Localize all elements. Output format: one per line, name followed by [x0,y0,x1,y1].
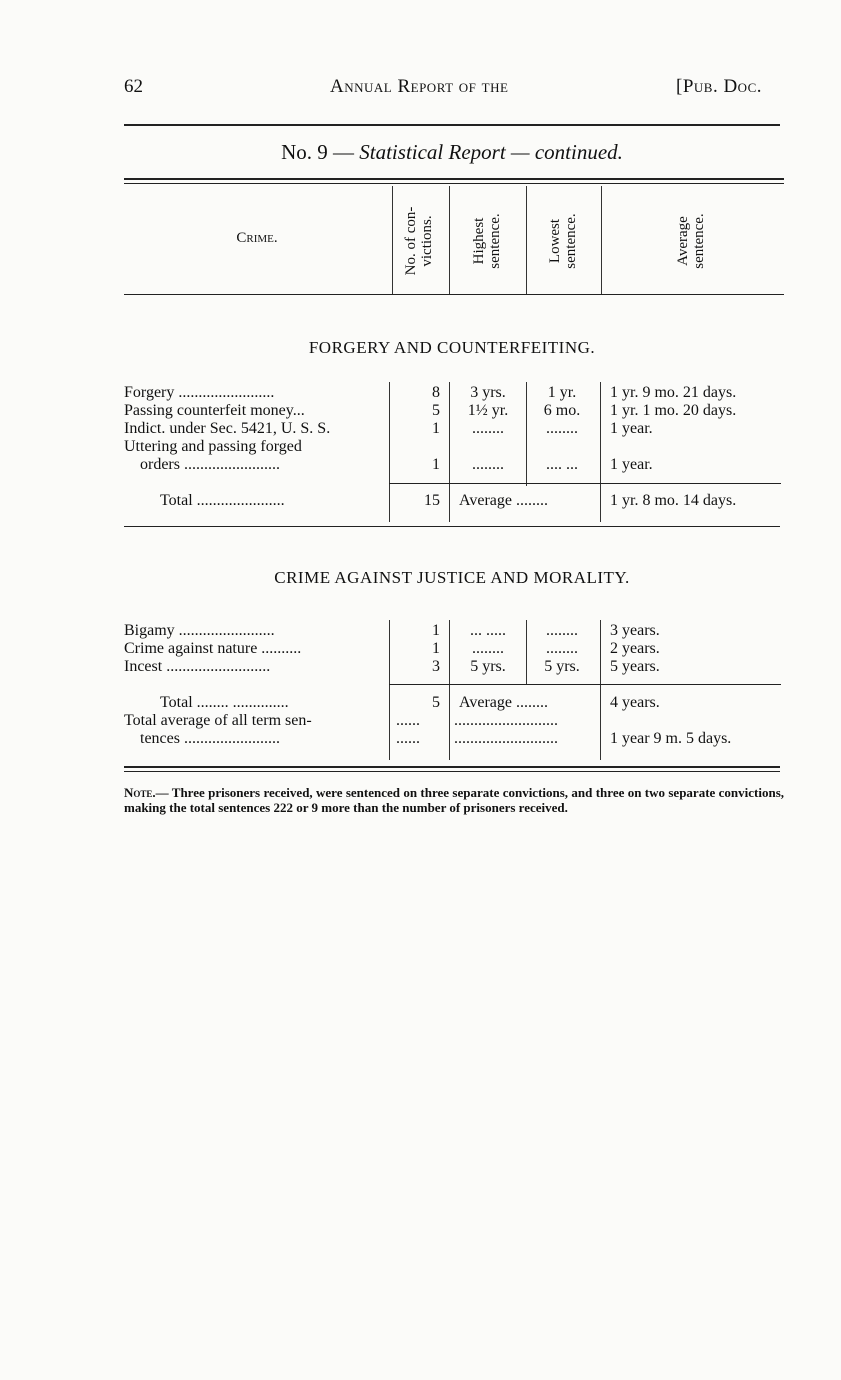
grand-total-row: tences ........................ ...... .......................... 1 year 9 m. 5 days. [140,730,732,747]
table-row: orders ........................ 1 ........ .... ... 1 year. [140,456,653,473]
table-row: Bigamy ........................ 1 ... ..... ........ 3 years. [124,622,660,639]
table-caption [124,140,780,165]
total-row: Total ...................... 15 Average ........ 1 yr. 8 mo. 14 days. [160,492,737,509]
header-divider [526,186,527,294]
page-number: 62 [124,76,143,97]
table-row: Passing counterfeit money... 5 1½ yr. 6 mo. 1 yr. 1 mo. 20 days. [124,402,737,419]
section-title-forgery: FORGERY AND COUNTERFEITING. [308,338,596,357]
footnote-label: Note.— [124,785,169,800]
total-rule [389,483,781,484]
total-row: Total ........ .............. 5 Average ........ 4 years. [160,694,660,711]
header-divider [601,186,602,294]
header-rule-top-2 [124,183,784,184]
column-convictions: No. of con- victions. [403,206,435,276]
table-row: Indict. under Sec. 5421, U. S. S. 1 ........ ........ 1 year. [124,420,653,437]
caption-prefix: No. 9 — [281,140,355,164]
caption-title: Statistical Report — continued. [359,140,623,164]
document-type: [Pub. Doc. [676,76,762,97]
column-crime: Crime. [236,230,278,246]
section-title-justice: CRIME AGAINST JUSTICE AND MORALITY. [274,568,630,587]
table-row: Forgery ........................ 8 3 yrs. 1 yr. 1 yr. 9 mo. 21 days. [124,384,737,401]
bottom-rule-2 [124,771,780,772]
running-title: Annual Report of the [330,76,509,97]
section-rule [124,526,780,527]
total-rule [389,684,781,685]
footnote [124,785,784,815]
header-rule-bottom [124,294,784,295]
grand-total-row: Total average of all term sen- ...... .......................... [124,712,558,729]
column-lowest: Lowest sentence. [547,213,579,269]
footnote-text: Three prisoners received, were sentenced on three separate convictions, and three on two separate convictions, making the total sentences 222 or 9 more than the number of prisoners received. [124,785,785,815]
table-row: Crime against nature .......... 1 ........ ........ 2 years. [124,640,660,657]
column-highest: Highest sentence. [471,213,503,269]
header-divider [392,186,393,294]
header-divider [449,186,450,294]
bottom-rule-1 [124,766,780,768]
top-rule [124,124,780,126]
column-average: Average sentence. [675,213,707,269]
header-rule-top-1 [124,178,784,180]
table-row: Uttering and passing forged [124,438,302,455]
table-row: Incest .......................... 3 5 yrs. 5 yrs. 5 years. [124,658,660,675]
